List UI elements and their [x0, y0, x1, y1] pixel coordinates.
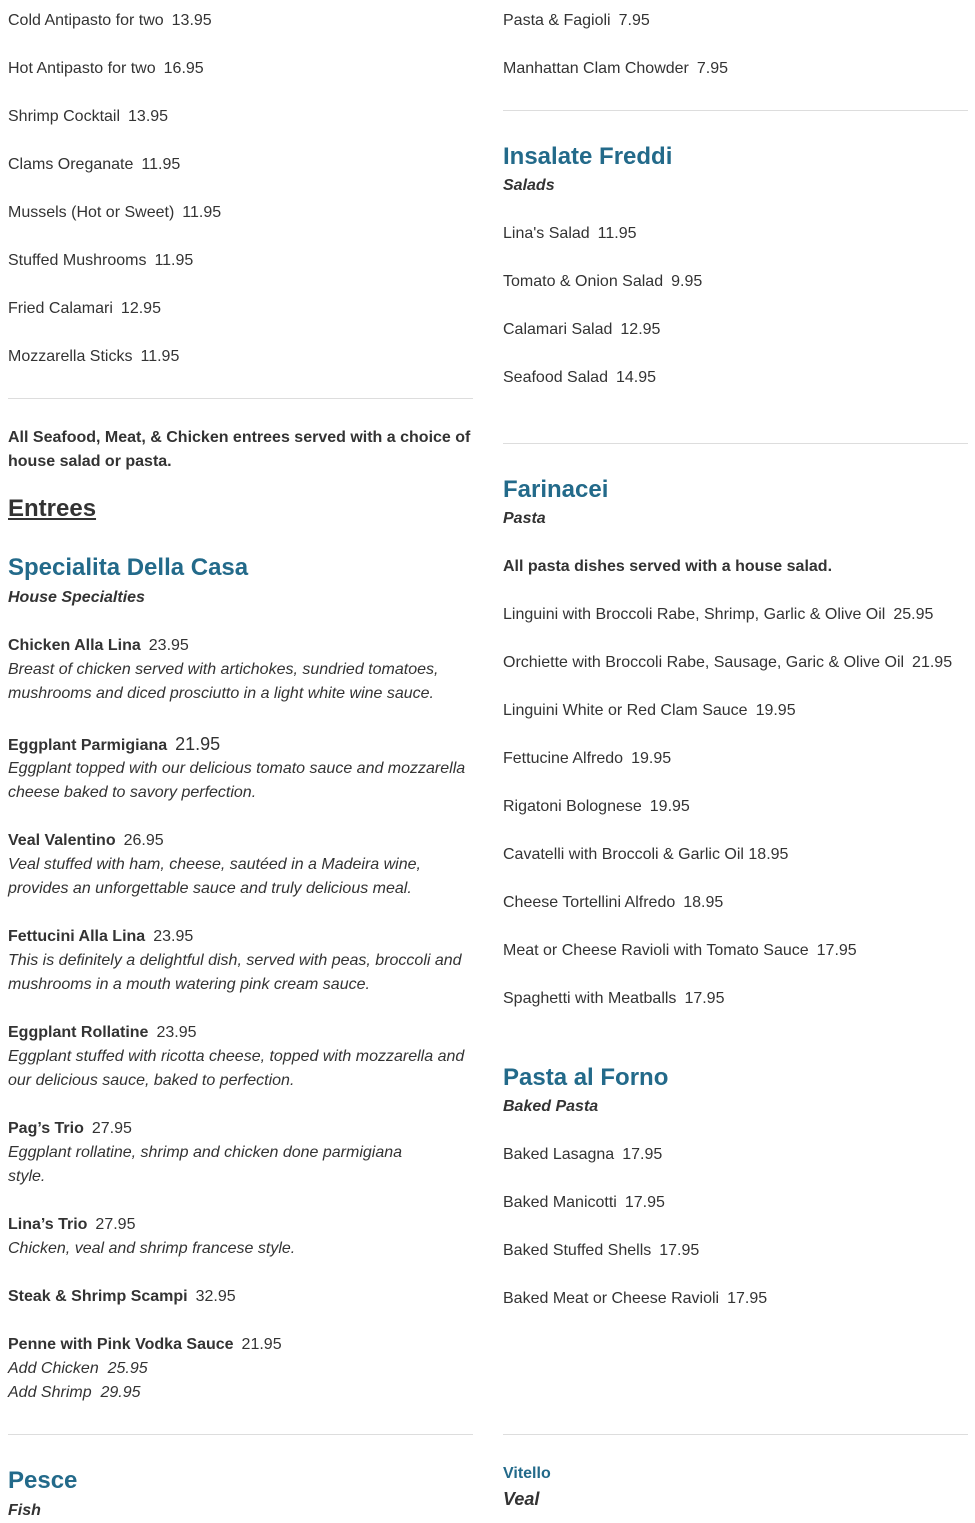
item-description: This is definitely a delightful dish, served with peas, broccoli and mushrooms in a mouth watering pink cream sauce.	[8, 952, 462, 993]
item-price: 13.95	[171, 12, 212, 29]
section-subtitle: Veal	[503, 1489, 540, 1509]
item-name: Penne with Pink Vodka Sauce	[8, 1336, 234, 1353]
menu-item	[8, 1021, 197, 1045]
item-price: 17.95	[659, 1242, 700, 1259]
section-title: Vitello	[503, 1465, 551, 1482]
item-name: Cold Antipasto for two	[8, 12, 164, 29]
menu-item	[503, 222, 637, 246]
menu-item	[503, 747, 671, 771]
menu-item	[503, 9, 650, 33]
item-price: 7.95	[696, 60, 729, 77]
menu-item	[8, 9, 212, 33]
item-price: 11.95	[597, 225, 637, 242]
menu-item	[503, 1191, 665, 1215]
section-divider	[8, 1434, 473, 1435]
menu-item	[503, 843, 788, 867]
pasta-note: All pasta dishes served with a house salad.	[503, 558, 833, 575]
section-title: Insalate Freddi	[503, 143, 673, 170]
item-price: 7.95	[618, 12, 650, 29]
item-price: 14.95	[615, 369, 657, 386]
item-price: 21.95	[175, 734, 221, 754]
item-name: Seafood Salad	[503, 369, 608, 386]
item-price: 19.95	[755, 702, 796, 719]
item-price: 16.95	[163, 60, 204, 77]
menu-item	[503, 987, 724, 1011]
menu-item	[8, 732, 220, 758]
item-name: Orchiette with Broccoli Rabe, Sausage, Garic & Olive Oil	[503, 654, 905, 671]
item-price: 19.95	[649, 798, 690, 815]
item-price: 11.95	[154, 252, 194, 269]
menu-item	[8, 1333, 282, 1357]
item-name: Mozzarella Sticks	[8, 348, 133, 365]
item-name: Lina's Salad	[503, 225, 590, 242]
item-price: 27.95	[91, 1120, 132, 1137]
item-description: Chicken, veal and shrimp francese style.	[8, 1240, 296, 1257]
menu-item	[503, 891, 723, 915]
menu-item	[8, 57, 204, 81]
item-name: Rigatoni Bolognese	[503, 798, 642, 815]
item-price: 19.95	[631, 750, 672, 767]
menu-item	[503, 1239, 699, 1263]
item-price: 18.95	[748, 846, 789, 863]
item-name: Shrimp Cocktail	[8, 108, 121, 125]
menu-item	[8, 925, 193, 949]
menu-item	[8, 634, 189, 658]
item-name: Baked Manicotti	[503, 1194, 617, 1211]
menu-item	[503, 603, 933, 627]
item-description: Eggplant rollatine, shrimp and chicken done parmigiana style.	[8, 1144, 403, 1185]
section-subtitle: Pasta	[503, 510, 546, 527]
menu-item	[503, 366, 656, 390]
menu-item	[8, 249, 193, 273]
menu-item	[503, 795, 690, 819]
section-title: Farinacei	[503, 476, 609, 503]
menu-item	[8, 829, 164, 853]
item-name: Linguini with Broccoli Rabe, Shrimp, Garlic & Olive Oil	[503, 606, 886, 623]
item-description: Eggplant topped with our delicious tomato sauce and mozzarella cheese baked to savory perfection.	[8, 760, 466, 801]
item-name: Baked Meat or Cheese Ravioli	[503, 1290, 720, 1307]
item-name: Cheese Tortellini Alfredo	[503, 894, 676, 911]
section-title: Specialita Della Casa	[8, 554, 249, 581]
menu-item	[503, 318, 660, 342]
item-name: Cavatelli with Broccoli & Garlic Oil	[503, 846, 744, 863]
item-addon: Add Shrimp 29.95	[8, 1384, 141, 1401]
item-price: 11.95	[182, 204, 222, 221]
item-description: Breast of chicken served with artichokes, sundried tomatoes, mushrooms and diced prosciutto in a light white wine sauce.	[8, 661, 439, 702]
item-name: Fettucini Alla Lina	[8, 928, 146, 945]
menu-item	[8, 105, 168, 129]
menu-item	[8, 1285, 236, 1309]
item-price: 11.95	[140, 348, 180, 365]
item-name: Baked Stuffed Shells	[503, 1242, 652, 1259]
item-name: Tomato & Onion Salad	[503, 273, 664, 290]
item-name: Calamari Salad	[503, 321, 613, 338]
item-addon: Add Chicken 25.95	[8, 1360, 148, 1377]
section-divider	[503, 1434, 968, 1435]
item-name: Baked Lasagna	[503, 1146, 615, 1163]
menu-item	[8, 201, 221, 225]
section-subtitle: Salads	[503, 177, 555, 194]
item-price: 23.95	[148, 637, 189, 654]
menu-item	[503, 939, 857, 963]
item-price: 23.95	[156, 1024, 197, 1041]
section-title: Pesce	[8, 1467, 78, 1494]
entree-note: All Seafood, Meat, & Chicken entrees served with a choice of house salad or pasta.	[8, 429, 471, 470]
menu-item	[503, 57, 728, 81]
item-name: Eggplant Parmigiana	[8, 737, 168, 754]
item-price: 17.95	[727, 1290, 768, 1307]
section-subtitle: House Specialties	[8, 589, 145, 606]
item-name: Lina’s Trio	[8, 1216, 88, 1233]
item-price: 32.95	[195, 1288, 236, 1305]
item-price: 25.95	[893, 606, 934, 623]
item-price: 21.95	[241, 1336, 282, 1353]
item-price: 23.95	[153, 928, 194, 945]
item-price: 12.95	[120, 300, 161, 317]
item-price: 13.95	[128, 108, 169, 125]
item-price: 21.95	[912, 654, 953, 671]
section-divider	[8, 398, 473, 399]
item-price: 17.95	[622, 1146, 663, 1163]
item-name: Eggplant Rollatine	[8, 1024, 149, 1041]
section-divider	[503, 443, 968, 444]
item-price: 17.95	[684, 990, 725, 1007]
section-divider	[503, 110, 968, 111]
menu-item	[8, 153, 180, 177]
menu-item	[503, 1143, 662, 1167]
item-name: Meat or Cheese Ravioli with Tomato Sauce	[503, 942, 809, 959]
item-name: Hot Antipasto for two	[8, 60, 156, 77]
item-price: 18.95	[683, 894, 724, 911]
menu-item	[503, 1287, 767, 1311]
entrees-heading: Entrees	[8, 495, 97, 522]
item-price: 12.95	[620, 321, 661, 338]
menu-item	[503, 699, 796, 723]
item-name: Steak & Shrimp Scampi	[8, 1288, 188, 1305]
item-price: 27.95	[95, 1216, 136, 1233]
item-description: Eggplant stuffed with ricotta cheese, topped with mozzarella and our delicious sauce, baked to perfection.	[8, 1048, 465, 1089]
item-name: Fettucine Alfredo	[503, 750, 624, 767]
item-price: 17.95	[816, 942, 857, 959]
menu-item	[503, 651, 952, 675]
section-subtitle: Baked Pasta	[503, 1098, 599, 1115]
item-name: Linguini White or Red Clam Sauce	[503, 702, 748, 719]
item-name: Clams Oreganate	[8, 156, 134, 173]
item-price: 26.95	[123, 832, 164, 849]
item-price: 17.95	[624, 1194, 665, 1211]
item-name: Spaghetti with Meatballs	[503, 990, 677, 1007]
menu-item	[8, 1213, 135, 1237]
menu-item	[8, 1117, 132, 1141]
section-subtitle: Fish	[8, 1502, 41, 1519]
menu-item	[8, 345, 179, 369]
section-title: Pasta al Forno	[503, 1064, 669, 1091]
menu-item	[8, 297, 161, 321]
item-name: Chicken Alla Lina	[8, 637, 141, 654]
item-name: Veal Valentino	[8, 832, 116, 849]
item-name: Manhattan Clam Chowder	[503, 60, 689, 77]
item-price: 11.95	[141, 156, 181, 173]
item-name: Fried Calamari	[8, 300, 113, 317]
item-description: Veal stuffed with ham, cheese, sautéed in a Madeira wine, provides an unforgettable sauce and truly delicious meal.	[8, 856, 421, 897]
item-name: Stuffed Mushrooms	[8, 252, 147, 269]
item-name: Mussels (Hot or Sweet)	[8, 204, 175, 221]
item-name: Pasta & Fagioli	[503, 12, 611, 29]
item-name: Pag’s Trio	[8, 1120, 84, 1137]
item-price: 9.95	[671, 273, 703, 290]
menu-item	[503, 270, 702, 294]
